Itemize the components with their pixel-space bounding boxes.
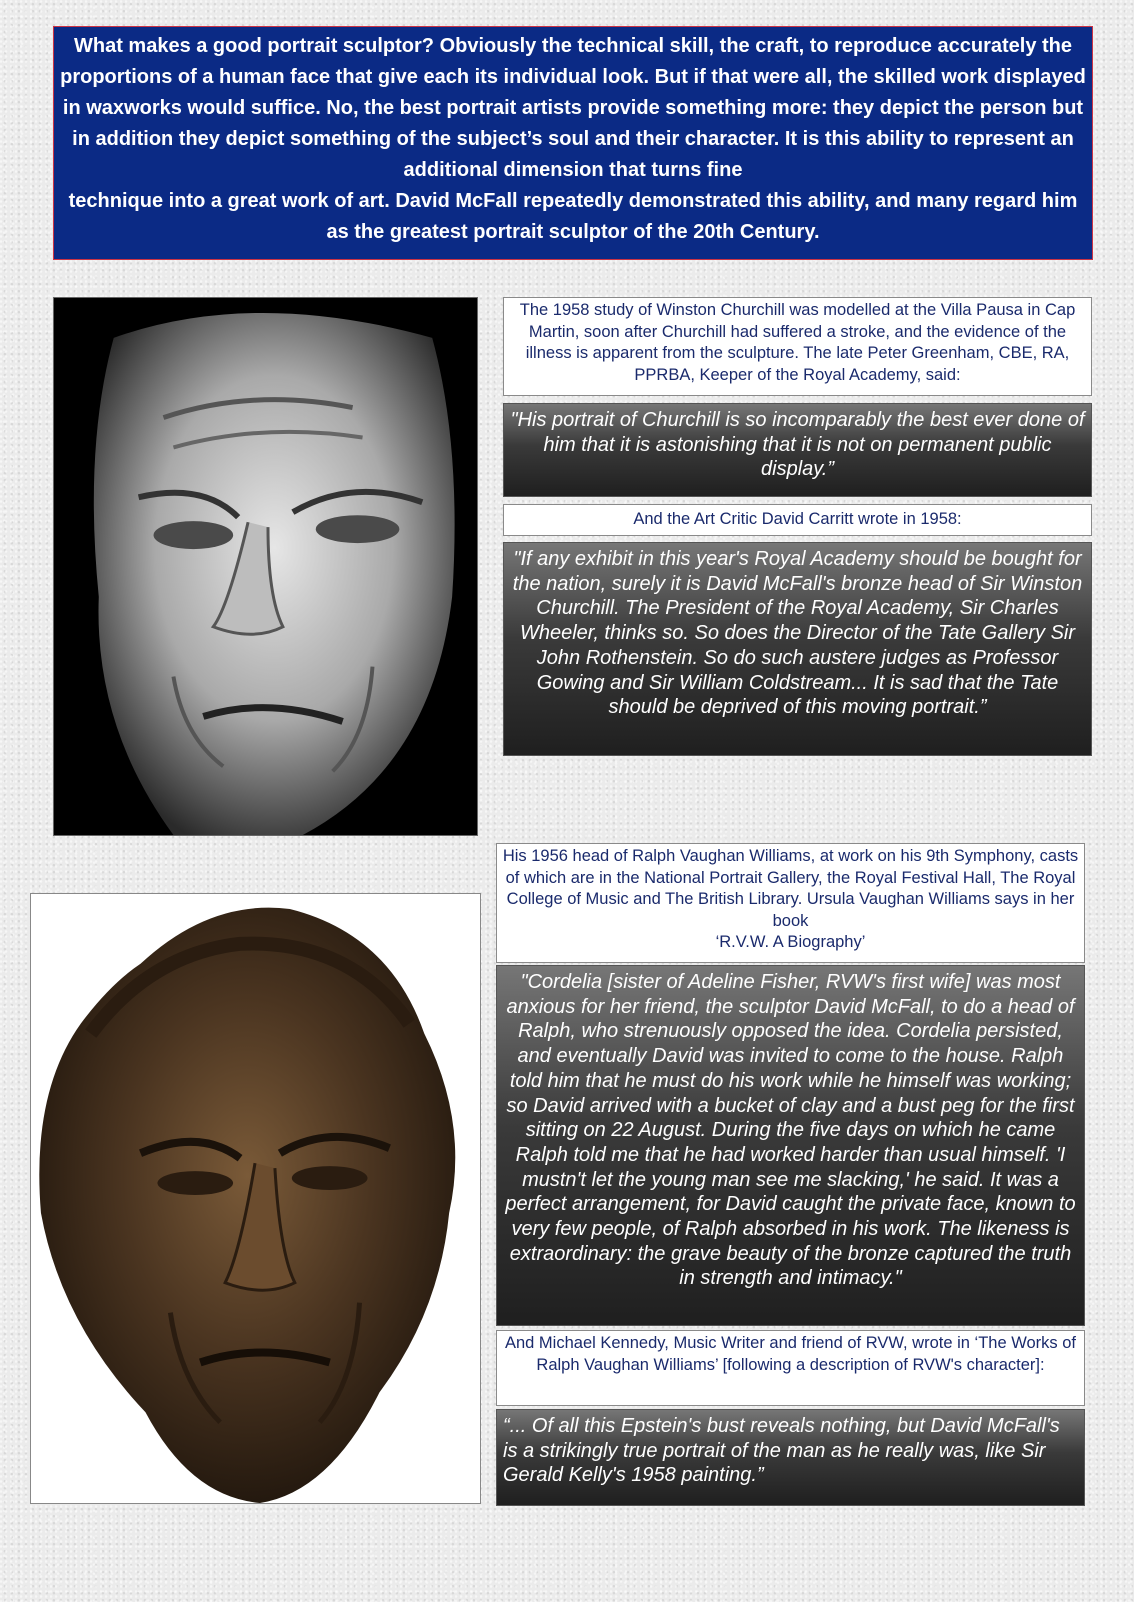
ursula-quote: "Cordelia [sister of Adeline Fisher, RVW's first wife] was most anxious for her friend, the sculptor David McFall, to do a head of Ralph, who strenuously opposed the idea. Cordelia persisted, and eventually David was invited to come to the house. Ralph told him that he must do his work while he himself was working; so David arrived with a bucket of clay and a bust peg for the first sitting on 22 August. During the five days on which he came Ralph told me that he had worked harder than usual himself. 'I mustn't let the young man see me slacking,' he said. It was a perfect arrangement, for David caught the private face, known to very few people, of Ralph absorbed in his work. The likeness is extraordinary: the grave beauty of the bronze captured the truth in strength and intimacy."	[496, 965, 1085, 1326]
carritt-quote: "If any exhibit in this year's Royal Academy should be bought for the nation, surely it is David McFall's bronze head of Sir Winston Churchill. The President of the Royal Academy, Sir Charles Wheeler, thinks so. So does the Director of the Tate Gallery Sir John Rothenstein. So do such austere judges as Professor Gowing and Sir William Coldstream... It is sad that the Tate should be deprived of this moving portrait.”	[503, 542, 1092, 756]
intro-banner: What makes a good portrait sculptor? Obviously the technical skill, the craft, to reproduce accurately the proportions of a human face that give each its individual look. But if that were all, the skilled work displayed in waxworks would suffice. No, the best portrait artists provide something more: they depict the person but in addition they depict something of the subject’s soul and their character. It is this ability to represent an additional dimension that turns fine technique into a great work of art. David McFall repeatedly demonstrated this ability, and many regard him as the greatest portrait sculptor of the 20th Century.	[53, 26, 1093, 260]
churchill-bust-photo	[53, 297, 478, 836]
vaughan-williams-bronze-head-photo	[30, 893, 481, 1504]
kennedy-quote: “... Of all this Epstein's bust reveals nothing, but David McFall's is a strikingly true portrait of the man as he really was, like Sir Gerald Kelly's 1958 painting.”	[496, 1409, 1085, 1506]
greenham-quote: "His portrait of Churchill is so incomparably the best ever done of him that it is astonishing that it is not on permanent public display.”	[503, 403, 1092, 497]
churchill-bust-image	[54, 298, 477, 835]
vaughan-williams-bronze-image	[31, 894, 480, 1503]
carritt-intro: And the Art Critic David Carritt wrote in 1958:	[503, 504, 1092, 536]
vaughan-williams-caption: His 1956 head of Ralph Vaughan Williams, at work on his 9th Symphony, casts of which are in the National Portrait Gallery, the Royal Festival Hall, The Royal College of Music and The British Library. Ursula Vaughan Williams says in her book ‘R.V.W. A Biography’	[496, 843, 1085, 963]
kennedy-intro: And Michael Kennedy, Music Writer and friend of RVW, wrote in ‘The Works of Ralph Vaughan Williams’ [following a description of RVW's character]:	[496, 1330, 1085, 1406]
churchill-caption: The 1958 study of Winston Churchill was modelled at the Villa Pausa in Cap Martin, soon after Churchill had suffered a stroke, and the evidence of the illness is apparent from the sculpture. The late Peter Greenham, CBE, RA, PPRBA, Keeper of the Royal Academy, said:	[503, 297, 1092, 396]
